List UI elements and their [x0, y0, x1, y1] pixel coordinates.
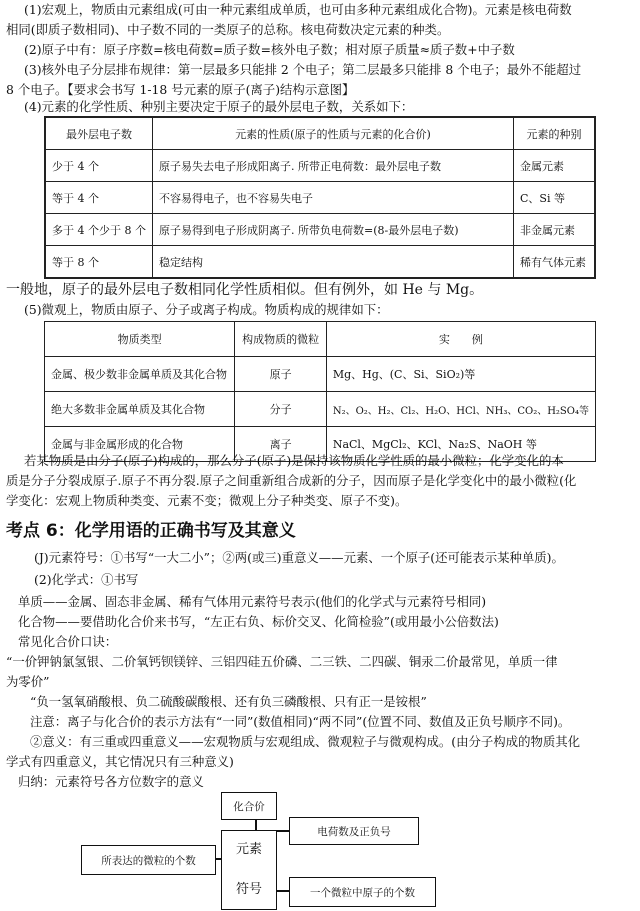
table-cell: 多于 4 个少于 8 个 — [45, 214, 152, 246]
table-cell: N₂、O₂、H₂、Cl₂、H₂O、HCl、NH₃、CO₂、H₂SO₄等 — [326, 392, 595, 427]
table-cell: 原子易得到电子形成阴离子. 所带负电荷数=(8-最外层电子数) — [152, 214, 513, 246]
electron-table — [44, 116, 596, 279]
table-cell: 分子 — [235, 392, 326, 427]
text-line: ②意义：有三重或四重意义——宏观物质与宏观组成、微观粒子与微观构成。(由分子构成的物质其化 — [30, 734, 581, 749]
text-line: (4)元素的化学性质、种别主要决定于原子的最外层电子数，关系如下： — [24, 99, 414, 114]
table-cell: 金属元素 — [514, 150, 596, 182]
table-header: 实 例 — [326, 322, 595, 357]
table-row — [45, 246, 595, 279]
text-line: 若某物质是由分子(原子)构成的，那么分子(原子)是保持该物质化学性质的最小微粒；化学变化的本 — [24, 453, 564, 468]
table-header: 元素的性质(原子的性质与元素的化合价) — [152, 117, 513, 150]
atom-count-box: 一个微粒中原子的个数 — [289, 877, 436, 907]
text-line: 单质——金属、固态非金属、稀有气体用元素符号表示(他们的化学式与元素符号相同) — [18, 594, 487, 609]
text-line: (5)微观上，物质由原子、分子或离子构成。物质构成的规律如下： — [24, 302, 389, 317]
charge-box: 电荷数及正负号 — [289, 817, 419, 845]
table-cell: C、Si 等 — [514, 182, 596, 214]
table-cell: 原子 — [235, 357, 326, 392]
valence-box: 化合价 — [221, 792, 277, 820]
particle-count-box: 所表达的微粒的个数 — [81, 845, 216, 875]
table-row — [45, 357, 596, 392]
table-cell: 原子易失去电子形成阳离子. 所带正电荷数：最外层电子数 — [152, 150, 513, 182]
table-header: 元素的种别 — [514, 117, 596, 150]
text-line: 一般地，原子的最外层电子数相同化学性质相似。但有例外，如 He 与 Mg。 — [6, 282, 484, 298]
text-line: (J)元素符号：①书写“一大二小”；②两(或三)重意义——元素、一个原子(还可能表示某种单质)。 — [34, 550, 564, 565]
element-symbol-box — [221, 830, 277, 910]
table-row — [45, 182, 595, 214]
structure-table — [44, 321, 596, 462]
text-line: 注意：离子与化合价的表示方法有“一同”(数值相同)“两不同”(位置不同、数值及正负号顺序不同)。 — [30, 714, 571, 729]
table-cell: 稳定结构 — [152, 246, 513, 279]
table-cell: NaCl、MgCl₂、KCl、Na₂S、NaOH 等 — [326, 427, 595, 462]
table-header: 最外层电子数 — [45, 117, 152, 150]
section-heading: 考点 6：化学用语的正确书写及其意义 — [6, 521, 296, 541]
text-line: 化合物——要借助化合价来书写，“左正右负、标价交叉、化简检验”(或用最小公倍数法) — [18, 614, 499, 629]
table-cell: 金属、极少数非金属单质及其化合物 — [45, 357, 235, 392]
table-cell: 非金属元素 — [514, 214, 596, 246]
table-cell: 离子 — [235, 427, 326, 462]
text-line: (1)宏观上，物质由元素组成(可由一种元素组成单质，也可由多种元素组成化合物)。元素是核电荷数 — [24, 2, 572, 17]
text-line: (2)原子中有：原子序数=核电荷数=质子数=核外电子数；相对原子质量≈质子数+中子数 — [24, 42, 515, 57]
text-line: (3)核外电子分层排布规律：第一层最多只能排 2 个电子；第二层最多只能排 8 个电子；最外不能超过 — [24, 62, 582, 77]
text-line: 相同(即质子数相同)、中子数不同的一类原子的总称。核电荷数决定元素的种类。 — [6, 22, 450, 37]
text-line: (2)化学式：①书写 — [34, 572, 139, 587]
text-line: “负一氢氧硝酸根、负二硫酸碳酸根、还有负三磷酸根、只有正一是铵根” — [30, 694, 427, 709]
table-cell: 稀有气体元素 — [514, 246, 596, 279]
text-line: 常见化合价口诀： — [18, 634, 118, 649]
table-header: 构成物质的微粒 — [235, 322, 326, 357]
text-line: 8 个电子。【要求会书写 1-18 号元素的原子(离子)结构示意图】 — [6, 82, 355, 97]
text-line: 归纳：元素符号各方位数字的意义 — [18, 774, 204, 789]
element-label: 元素 — [235, 842, 262, 857]
table-cell: 少于 4 个 — [45, 150, 152, 182]
connector-line — [275, 890, 289, 892]
text-line: 为零价” — [6, 674, 50, 689]
table-row — [45, 214, 595, 246]
connector-line — [275, 830, 289, 832]
table-cell: 等于 8 个 — [45, 246, 152, 279]
text-line: 学变化：宏观上物质种类变、元素不变；微观上分子种类变、原子不变)。 — [6, 493, 408, 508]
table-cell: 金属与非金属形成的化合物 — [45, 427, 235, 462]
text-line: 学式有四重意义，其它情况只有三种意义) — [6, 754, 234, 769]
symbol-label: 符号 — [235, 882, 262, 897]
table-row — [45, 392, 596, 427]
text-line: 质是分子分裂成原子.原子不再分裂.原子之间重新组合成新的分子，因而原子是化学变化中的最小微粒(化 — [6, 473, 577, 488]
table-header: 物质类型 — [45, 322, 235, 357]
text-line: “一价钾钠氯氢银、二价氧钙钡镁锌、三铝四硅五价磷、二三铁、二四碳、铜汞二价最常见，单质一律 — [6, 654, 558, 669]
table-row — [45, 150, 595, 182]
table-cell: 等于 4 个 — [45, 182, 152, 214]
table-cell: 绝大多数非金属单质及其化合物 — [45, 392, 235, 427]
table-cell: Mg、Hg、(C、Si、SiO₂)等 — [326, 357, 595, 392]
table-cell: 不容易得电子，也不容易失电子 — [152, 182, 513, 214]
